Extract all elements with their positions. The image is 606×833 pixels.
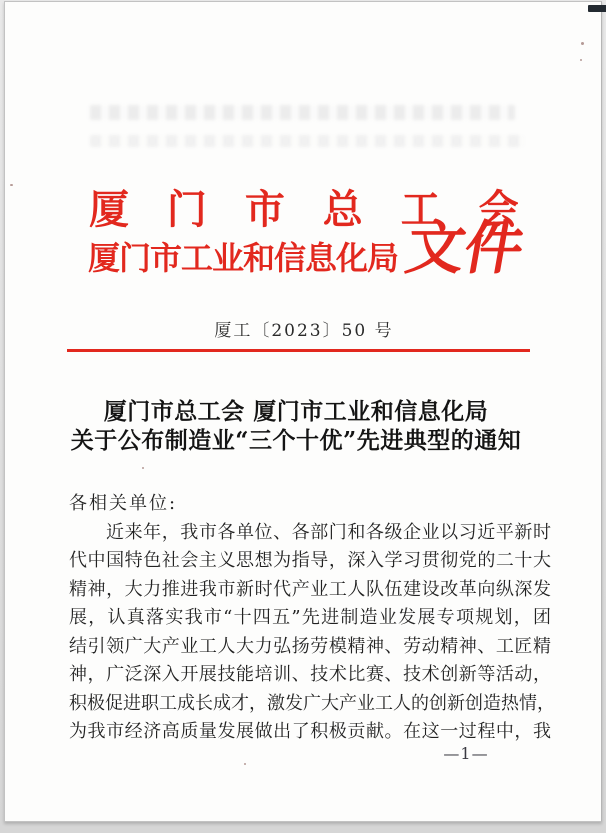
document-title-line-1: 厦门市总工会 厦门市工业和信息化局: [103, 398, 489, 425]
body-text-line: 近来年，我市各单位、各部门和各级企业以习近平新时: [106, 521, 551, 543]
scan-speck: [142, 467, 144, 469]
body-text-line: 精神，大力推进我市新时代产业工人队伍建设改革向纵深发: [69, 578, 551, 600]
document-title-line-2: 关于公布制造业“三个十优”先进典型的通知: [70, 427, 522, 454]
page-number: —1—: [443, 744, 489, 763]
bleedthrough-artifact: [90, 135, 525, 147]
scan-speck: [580, 59, 582, 61]
scan-speck: [581, 42, 584, 45]
body-text-line: 代中国特色社会主义思想为指导，深入学习贯彻党的二十大: [69, 550, 551, 571]
red-divider-rule: [67, 349, 530, 352]
body-text-line: 结引领广大产业工人大力弘扬劳模精神、劳动精神、工匠精: [69, 635, 551, 657]
document-reference-number: 厦工〔2023〕50 号: [214, 321, 394, 341]
body-text-line: 展，认真落实我市“十四五”先进制造业发展专项规划，团: [69, 607, 551, 628]
document-page: [4, 1, 602, 822]
body-text-line: 积极促进职工成长成才，激发广大产业工人的创新创造热情，: [69, 692, 555, 714]
document-label: 文件: [401, 214, 530, 282]
document-body: [69, 490, 555, 747]
document-title: [5, 397, 587, 455]
issuing-org-name-1: 厦 门 市 总 工 会: [89, 186, 531, 233]
scan-speck: [244, 763, 246, 765]
body-text-line: 为我市经济高质量发展做出了积极贡献。在这一过程中，我: [69, 721, 551, 742]
salutation: 各相关单位:: [69, 493, 178, 514]
body-text-line: 神，广泛深入开展技能培训、技术比赛、技术创新等活动，: [69, 664, 551, 685]
scan-speck: [10, 184, 13, 186]
scan-corner-artifact: [588, 5, 606, 12]
issuing-org-name-2: 厦门市工业和信息化局: [88, 239, 399, 277]
bleedthrough-artifact: [90, 105, 515, 120]
